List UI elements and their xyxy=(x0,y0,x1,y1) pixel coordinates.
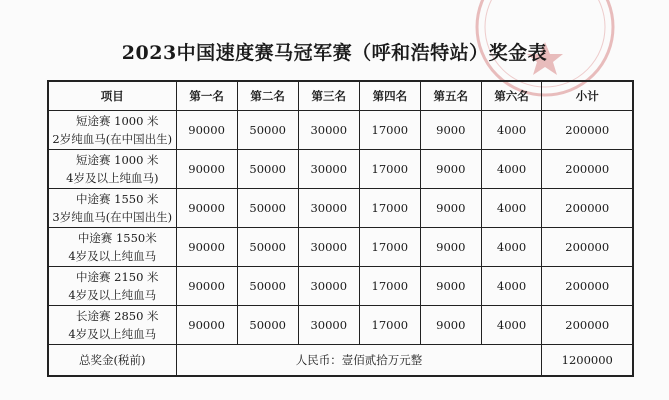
header-first: 第一名 xyxy=(176,81,237,111)
prize-cell: 4000 xyxy=(481,267,542,306)
race-name: 短途赛 1000 米 xyxy=(75,114,159,128)
total-amount-words: 人民币：壹佰贰拾万元整 xyxy=(176,345,542,377)
race-name: 中途赛 1550米 xyxy=(77,231,157,245)
prize-cell: 30000 xyxy=(298,267,359,306)
prize-cell: 9000 xyxy=(420,267,481,306)
race-name: 长途赛 2850 米 xyxy=(75,309,159,323)
table-row xyxy=(48,267,633,306)
prize-cell: 50000 xyxy=(237,267,298,306)
table-row xyxy=(48,150,633,189)
header-item: 项目 xyxy=(48,81,176,111)
table-header-row xyxy=(48,81,633,111)
prize-cell: 50000 xyxy=(237,189,298,228)
prize-cell: 17000 xyxy=(359,228,420,267)
prize-cell: 50000 xyxy=(237,306,298,345)
race-cell xyxy=(48,189,176,228)
header-fifth: 第五名 xyxy=(420,81,481,111)
prize-cell: 4000 xyxy=(481,150,542,189)
race-name: 中途赛 1550 米 xyxy=(75,192,159,206)
prize-cell: 4000 xyxy=(481,111,542,150)
race-cell xyxy=(48,111,176,150)
prize-cell: 50000 xyxy=(237,228,298,267)
race-cell xyxy=(48,306,176,345)
subtotal-cell: 200000 xyxy=(542,111,633,150)
prize-cell: 17000 xyxy=(359,111,420,150)
prize-table xyxy=(47,80,634,377)
prize-cell: 50000 xyxy=(237,111,298,150)
subtotal-cell: 200000 xyxy=(542,228,633,267)
prize-cell: 9000 xyxy=(420,189,481,228)
prize-cell: 50000 xyxy=(237,150,298,189)
total-amount: 1200000 xyxy=(542,345,633,377)
prize-cell: 9000 xyxy=(420,150,481,189)
header-second: 第二名 xyxy=(237,81,298,111)
prize-cell: 30000 xyxy=(298,189,359,228)
race-name: 短途赛 1000 米 xyxy=(75,153,159,167)
prize-cell: 4000 xyxy=(481,306,542,345)
header-third: 第三名 xyxy=(298,81,359,111)
prize-cell: 90000 xyxy=(176,111,237,150)
prize-cell: 30000 xyxy=(298,150,359,189)
prize-cell: 9000 xyxy=(420,111,481,150)
header-subtotal: 小计 xyxy=(542,81,633,111)
subtotal-cell: 200000 xyxy=(542,189,633,228)
race-cell xyxy=(48,228,176,267)
prize-cell: 90000 xyxy=(176,228,237,267)
total-label: 总奖金(税前) xyxy=(48,345,176,377)
race-cell xyxy=(48,150,176,189)
prize-cell: 9000 xyxy=(420,228,481,267)
header-sixth: 第六名 xyxy=(481,81,542,111)
race-name: 中途赛 2150 米 xyxy=(75,270,159,284)
prize-cell: 17000 xyxy=(359,267,420,306)
table-row xyxy=(48,228,633,267)
page-title: 2023中国速度赛马冠军赛（呼和浩特站）奖金表 xyxy=(121,42,548,64)
race-eligibility: 4岁及以上纯血马) xyxy=(66,171,159,185)
race-eligibility: 4岁及以上纯血马 xyxy=(68,249,157,263)
prize-cell: 4000 xyxy=(481,228,542,267)
subtotal-cell: 200000 xyxy=(542,267,633,306)
prize-cell: 90000 xyxy=(176,267,237,306)
table-row xyxy=(48,111,633,150)
prize-cell: 30000 xyxy=(298,111,359,150)
total-row xyxy=(48,345,633,377)
prize-cell: 90000 xyxy=(176,150,237,189)
race-eligibility: 4岁及以上纯血马 xyxy=(68,327,157,341)
subtotal-cell: 200000 xyxy=(542,150,633,189)
race-eligibility: 2岁纯血马(在中国出生) xyxy=(52,132,173,146)
table-row xyxy=(48,306,633,345)
prize-cell: 30000 xyxy=(298,306,359,345)
race-eligibility: 3岁纯血马(在中国出生) xyxy=(52,210,173,224)
subtotal-cell: 200000 xyxy=(542,306,633,345)
prize-cell: 17000 xyxy=(359,306,420,345)
prize-cell: 90000 xyxy=(176,306,237,345)
header-fourth: 第四名 xyxy=(359,81,420,111)
race-eligibility: 4岁及以上纯血马 xyxy=(68,288,157,302)
table-row xyxy=(48,189,633,228)
prize-cell: 17000 xyxy=(359,150,420,189)
prize-cell: 90000 xyxy=(176,189,237,228)
prize-cell: 30000 xyxy=(298,228,359,267)
race-cell xyxy=(48,267,176,306)
prize-cell: 4000 xyxy=(481,189,542,228)
prize-cell: 17000 xyxy=(359,189,420,228)
prize-cell: 9000 xyxy=(420,306,481,345)
